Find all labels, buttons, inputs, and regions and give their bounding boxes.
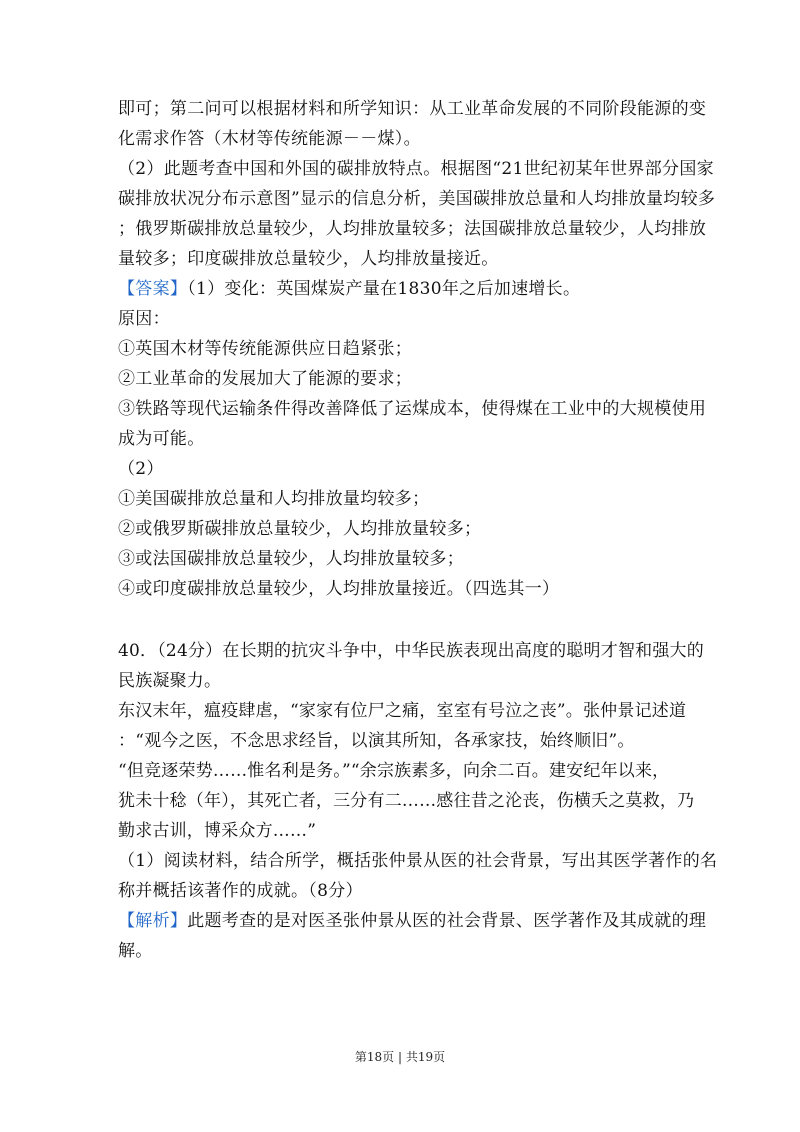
answer-first-text: （1）变化：英国煤炭产量在1830年之后加速增长。 (187, 279, 581, 299)
analysis-first-text: 此题考查的是对医圣张仲景从医的社会背景、医学著作及其成就的理 (187, 911, 707, 931)
text-line: ①英国木材等传统能源供应日趋紧张； (118, 339, 413, 359)
question-40 (118, 636, 718, 966)
material-line: ：“观今之医，不念思求经旨，以演其所知，各承家技，始终顺旧”。 (118, 731, 635, 751)
question-intro-line: 民族凝聚力。 (118, 671, 222, 691)
analysis-rest-line: 解。 (118, 941, 153, 961)
page-footer: 第18页 | 共19页 (354, 1050, 446, 1064)
answer-tag: 【答案】 (118, 279, 188, 299)
text-line: ④或印度碳排放总量较少，人均排放量接近。（四选其一） (118, 579, 560, 599)
text-line: （2） (118, 459, 164, 479)
text-line: （2）此题考查中国和外国的碳排放特点。根据图“21世纪初某年世界部分国家 (118, 159, 714, 179)
text-line: 原因： (118, 309, 170, 329)
page-content (118, 94, 718, 966)
text-line: 化需求作答（木材等传统能源－－煤）。 (118, 129, 421, 149)
text-line: ②或俄罗斯碳排放总量较少，人均排放量较多； (118, 519, 482, 539)
material-line: “但竞逐荣势……惟名利是务。”“余宗族素多，向余二百。建安纪年以来， (118, 761, 670, 781)
analysis-tag: 【解析】 (118, 911, 188, 931)
text-line: ③或法国碳排放总量较少，人均排放量较多； (118, 549, 464, 569)
text-line: ；俄罗斯碳排放总量较少，人均排放量较多；法国碳排放总量较少，人均排放 (118, 219, 707, 239)
analysis-first-line (118, 906, 707, 936)
sub-question-line: （1）阅读材料，结合所学，概括张仲景从医的社会背景，写出其医学著作的名 (118, 851, 718, 871)
text-line: 碳排放状况分布示意图”显示的信息分析，美国碳排放总量和人均排放量均较多 (118, 189, 716, 209)
previous-analysis (118, 94, 716, 274)
material-line: 东汉末年，瘟疫肆虐，“家家有位尸之痛，室室有号泣之丧”。张仲景记述道 (118, 701, 687, 721)
text-line: 即可；第二问可以根据材料和所学知识：从工业革命发展的不同阶段能源的变 (118, 99, 707, 119)
question-intro-line: 40．（24分）在长期的抗灾斗争中，中华民族表现出高度的聪明才智和强大的 (118, 641, 704, 661)
material-line: 犹未十稔（年），其死亡者，三分有二……感往昔之沦丧，伤横夭之莫救，乃 (118, 791, 695, 811)
sub-question-line: 称并概括该著作的成就。（8分） (118, 881, 363, 901)
answer-first-line (118, 274, 688, 304)
material-line: 勤求古训，博采众方……” (118, 821, 317, 841)
text-line: 量较多；印度碳排放总量较少，人均排放量接近。 (118, 249, 499, 269)
text-line: ②工业革命的发展加大了能源的要求； (118, 369, 413, 389)
text-line: 成为可能。 (118, 429, 205, 449)
text-line: ③铁路等现代运输条件得改善降低了运煤成本，使得煤在工业中的大规模使用 (118, 399, 707, 419)
section-gap (118, 604, 688, 636)
answer-section (118, 274, 707, 604)
text-line: ①美国碳排放总量和人均排放量均较多； (118, 489, 430, 509)
